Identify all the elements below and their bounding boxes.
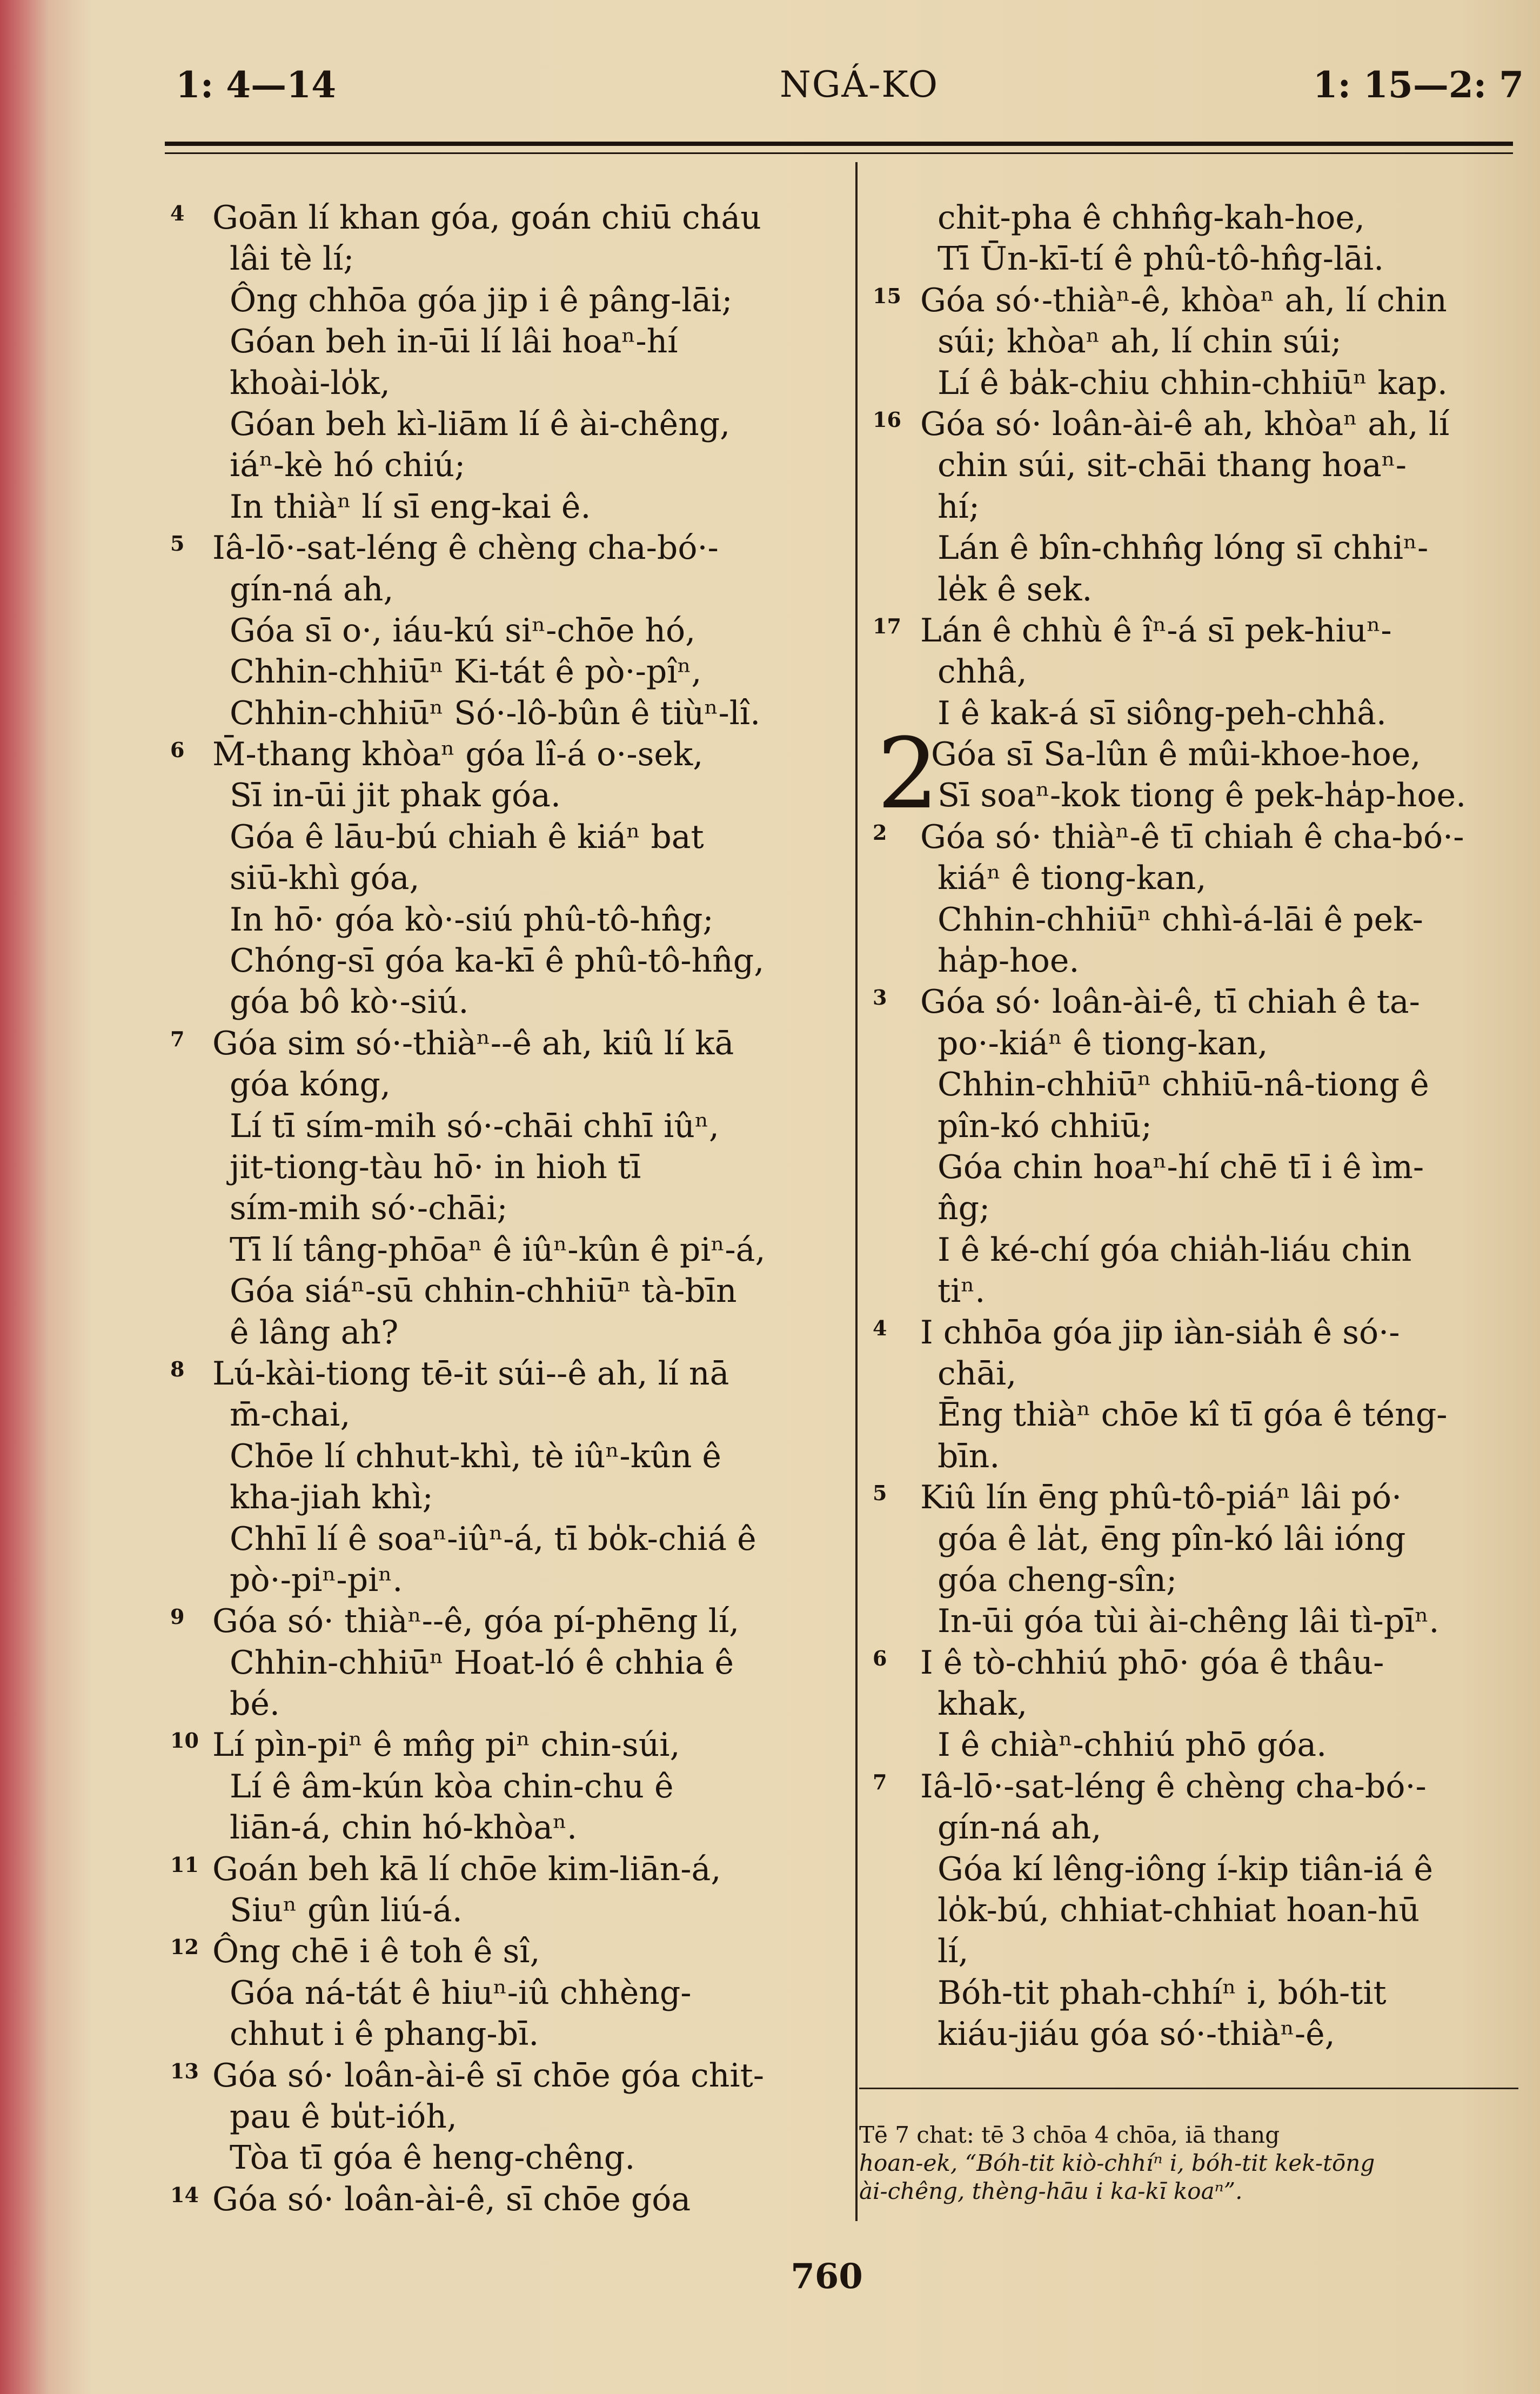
verse-text: góa cheng-sîn; (938, 1561, 1177, 1599)
verse-text: chhut i ê phang-bī. (230, 2015, 539, 2054)
verse-line (170, 569, 846, 610)
verse-text: Siuⁿ gûn liú-á. (230, 1891, 463, 1930)
verse-text: I ê tò-chhiú phō· góa ê thâu- (920, 1643, 1384, 1682)
verse-line (170, 1972, 846, 2014)
verse-text: Tī Ūn-kī-tí ê phû-tô-hn̂g-lāi. (938, 240, 1384, 278)
verse-text: liān-á, chin hó-khòaⁿ. (230, 1809, 578, 1847)
verse-line (873, 1147, 1518, 1188)
verse-text: pîn-kó chhiū; (938, 1107, 1153, 1145)
verse-text: M̄-thang khòaⁿ góa lî-á o·-sek, (212, 735, 704, 774)
verse-line (873, 1312, 1518, 1353)
verse-line (873, 238, 1518, 279)
column-divider (855, 162, 858, 2221)
verse-line (170, 1931, 846, 1972)
verse-line (170, 1683, 846, 1724)
verse-line (170, 238, 846, 279)
verse-text: Lán ê bîn-chhn̂g lóng sī chhiⁿ- (938, 529, 1429, 567)
verse-text: Lí ê âm-kún kòa chin-chu ê (230, 1767, 674, 1805)
verse-text: Chhin-chhiūⁿ chhì-á-lāi ê pek- (938, 900, 1423, 939)
verse-text: Góa só· loân-ài-ê, sī chōe góa (212, 2180, 691, 2218)
verse-line (170, 1188, 846, 1229)
verse-line (873, 1477, 1518, 1518)
verse-line (873, 1766, 1518, 1807)
verse-text: Góa ná-tát ê hiuⁿ-iû chhèng- (230, 1974, 692, 2012)
verse-text: siū-khì góa, (230, 859, 420, 898)
verse-text: Lú-kài-tiong tē-it súi--ê ah, lí nā (212, 1354, 729, 1393)
verse-text: Chhin-chhiūⁿ Ki-tát ê pò·-pîⁿ, (230, 653, 702, 691)
verse-number: 16 (873, 407, 901, 432)
verse-number: 4 (873, 1315, 887, 1340)
verse-line (170, 363, 846, 404)
verse-number: 11 (170, 1852, 199, 1877)
verse-text: Góa só· loân-ài-ê, tī chiah ê ta- (920, 983, 1420, 1021)
verse-text: Góa só·-thiàⁿ-ê, khòaⁿ ah, lí chin (920, 281, 1447, 319)
verse-line (170, 2014, 846, 2055)
verse-text: I ê chiàⁿ-chhiú phō góa. (938, 1726, 1327, 1764)
verse-number: 3 (873, 985, 887, 1010)
verse-line (170, 1724, 846, 1766)
verse-line (170, 1477, 846, 1518)
verse-text: Ông chhōa góa jip i ê pâng-lāi; (230, 281, 733, 319)
verse-line (170, 1023, 846, 1064)
verse-text: lâi tè lí; (230, 240, 354, 278)
verse-text: In-ūi góa tùi ài-chêng lâi tì-pīⁿ. (938, 1602, 1439, 1641)
verse-line (873, 981, 1518, 1022)
verse-text: ê lâng ah? (230, 1313, 399, 1352)
header-book-title: NGÁ-KO (779, 64, 939, 105)
verse-line (873, 1601, 1518, 1642)
verse-text: n̂g; (938, 1189, 990, 1228)
verse-text: Góa chin hoaⁿ-hí chē tī i ê ìm- (938, 1148, 1424, 1186)
verse-text: Ông chē i ê toh ê sî, (212, 1932, 540, 1971)
verse-text: I chhōa góa jip iàn-sia̍h ê só·- (920, 1313, 1400, 1352)
verse-text: Chōe lí chhut-khì, tè iûⁿ-kûn ê (230, 1437, 721, 1475)
verse-number: 9 (170, 1604, 185, 1629)
verse-text: súi; khòaⁿ ah, lí chin súi; (938, 323, 1342, 361)
verse-text: góa bô kò·-siú. (230, 983, 469, 1021)
verse-line (873, 1931, 1518, 1972)
verse-line (170, 1353, 846, 1394)
right-column (873, 197, 1518, 2055)
verse-text: Kiû lín ēng phû-tô-piáⁿ lâi pó· (920, 1479, 1402, 1517)
verse-line (170, 1394, 846, 1435)
left-column (170, 197, 846, 2220)
verse-line (873, 280, 1518, 321)
verse-text: Goán beh kā lí chōe kim-liān-á, (212, 1850, 721, 1888)
verse-text: Lán ê chhù ê îⁿ-á sī pek-hiuⁿ- (920, 611, 1392, 650)
verse-text: gín-ná ah, (230, 570, 394, 608)
verse-line (873, 445, 1518, 486)
verse-line (873, 2014, 1518, 2055)
verse-line (873, 1519, 1518, 1560)
verse-number: 7 (170, 1026, 185, 1051)
verse-text: In hō· góa kò·-siú phû-tô-hn̂g; (230, 900, 714, 939)
verse-text: khak, (938, 1685, 1028, 1723)
verse-line (873, 363, 1518, 404)
footnote-line: Tē 7 chat: tē 3 chōa 4 chōa, iā thang (859, 2122, 1280, 2148)
verse-line (873, 569, 1518, 610)
verse-line (170, 1229, 846, 1270)
verse-number: 14 (170, 2182, 199, 2207)
verse-line (170, 321, 846, 362)
verse-line (873, 1972, 1518, 2014)
verse-text: Góan beh in-ūi lí lâi hoaⁿ-hí (230, 323, 678, 361)
verse-text: chhâ, (938, 653, 1027, 691)
verse-text: Góan beh kì-liām lí ê ài-chêng, (230, 405, 731, 443)
verse-number: 6 (873, 1646, 887, 1670)
verse-text: Lí tī sím-mih só·-chāi chhī iûⁿ, (230, 1107, 719, 1145)
verse-line (873, 940, 1518, 981)
verse-line (873, 527, 1518, 569)
verse-line (170, 2179, 846, 2220)
verse-number: 7 (873, 1769, 887, 1794)
verse-line (170, 899, 846, 940)
verse-line (873, 817, 1518, 858)
verse-line (170, 1436, 846, 1477)
verse-text: Tòa tī góa ê heng-chêng. (230, 2139, 635, 2177)
verse-line (170, 858, 846, 899)
verse-text: Góa só· thiàⁿ--ê, góa pí-phēng lí, (212, 1602, 740, 1641)
verse-line (170, 940, 846, 981)
verse-text: kiáu-jiáu góa só·-thiàⁿ-ê, (938, 2015, 1335, 2054)
verse-text: gín-ná ah, (938, 1809, 1102, 1847)
verse-line (873, 651, 1518, 692)
verse-line (873, 1436, 1518, 1477)
verse-line (170, 280, 846, 321)
verse-line (170, 981, 846, 1022)
verse-number: 5 (873, 1481, 887, 1506)
verse-text: iáⁿ-kè hó chiú; (230, 446, 466, 485)
verse-text: Chhin-chhiūⁿ chhiū-nâ-tiong ê (938, 1066, 1429, 1104)
verse-line (873, 610, 1518, 651)
verse-line (170, 1766, 846, 1807)
verse-number: 2 (873, 820, 887, 845)
verse-line (873, 775, 1518, 816)
verse-text: Lí pìn-piⁿ ê mn̂g piⁿ chin-súi, (212, 1726, 680, 1764)
header-rule-thick (165, 142, 1513, 146)
verse-text: Tī lí tâng-phōaⁿ ê iûⁿ-kûn ê piⁿ-á, (230, 1231, 766, 1269)
verse-text: Chhin-chhiūⁿ Só·-lô-bûn ê tiùⁿ-lî. (230, 694, 761, 732)
verse-line (873, 1023, 1518, 1064)
verse-text: kha-jiah khì; (230, 1479, 433, 1517)
verse-text: Sī in-ūi jit phak góa. (230, 777, 561, 815)
verse-line (170, 2137, 846, 2178)
verse-line (170, 1642, 846, 1683)
verse-text: Iâ-lō·-sat-léng ê chèng cha-bó·- (920, 1767, 1427, 1805)
verse-text: Lí ê ba̍k-chiu chhin-chhiūⁿ kap. (938, 364, 1448, 402)
footnote-line: ài-chêng, thèng-hāu i ka-kī koaⁿ”. (859, 2178, 1243, 2204)
verse-line (170, 445, 846, 486)
verse-text: Góa kí lêng-iông í-kip tiân-iá ê (938, 1850, 1433, 1888)
verse-number: 6 (170, 738, 185, 763)
verse-text: po·-kiáⁿ ê tiong-kan, (938, 1024, 1268, 1062)
verse-text: jit-tiong-tàu hō· in hioh tī (230, 1148, 641, 1186)
verse-text: lí, (938, 1932, 969, 1971)
verse-text: Chóng-sī góa ka-kī ê phû-tô-hn̂g, (230, 942, 765, 980)
verse-number: 13 (170, 2058, 199, 2083)
verse-line (873, 321, 1518, 362)
verse-text: Góa ê lāu-bú chiah ê kiáⁿ bat (230, 818, 704, 856)
verse-line (873, 1188, 1518, 1229)
verse-line (873, 858, 1518, 899)
verse-number: 15 (873, 283, 901, 308)
verse-line (170, 651, 846, 692)
verse-line (170, 1890, 846, 1931)
verse-line (170, 2055, 846, 2096)
verse-text: Góa só· loân-ài-ê ah, khòaⁿ ah, lí (920, 405, 1450, 443)
footnote-rule (859, 2088, 1518, 2089)
verse-text: Sī soaⁿ-kok tiong ê pek-ha̍p-hoe. (938, 777, 1467, 815)
verse-text: Bóh-tit phah-chhíⁿ i, bóh-tit (938, 1974, 1387, 2012)
verse-text: Góa só· loân-ài-ê sī chōe góa chit- (212, 2056, 764, 2095)
verse-text: góa ê la̍t, ēng pîn-kó lâi ióng (938, 1520, 1406, 1558)
verse-number: 12 (170, 1935, 199, 1960)
verse-line (873, 693, 1518, 734)
verse-text: Góa só· thiàⁿ-ê tī chiah ê cha-bó·- (920, 818, 1464, 856)
verse-line (170, 775, 846, 816)
verse-line (170, 1560, 846, 1601)
verse-line (873, 1229, 1518, 1270)
page-number: 760 (791, 2256, 863, 2297)
verse-text: m̄-chai, (230, 1396, 351, 1434)
verse-line (873, 1642, 1518, 1683)
verse-text: bé. (230, 1685, 280, 1723)
verse-line (873, 1394, 1518, 1435)
chapter-number: 2 (877, 718, 939, 831)
verse-text: In thiàⁿ lí sī eng-kai ê. (230, 487, 591, 526)
verse-text: chāi, (938, 1354, 1017, 1393)
verse-text: kiáⁿ ê tiong-kan, (938, 859, 1207, 898)
verse-line (170, 486, 846, 527)
verse-text: hí; (938, 487, 980, 526)
verse-text: Chhī lí ê soaⁿ-iûⁿ-á, tī bo̍k-chiá ê (230, 1520, 756, 1558)
verse-text: Chhin-chhiūⁿ Hoat-ló ê chhia ê (230, 1643, 734, 1682)
verse-line (170, 1807, 846, 1848)
verse-line (170, 1270, 846, 1312)
verse-text: lo̍k-bú, chhiat-chhiat hoan-hū (938, 1891, 1420, 1930)
verse-line (170, 1147, 846, 1188)
verse-line (873, 1807, 1518, 1848)
header-right-reference: 1: 15—2: 7 (1313, 64, 1524, 106)
verse-line (170, 817, 846, 858)
verse-text: Góa sim só·-thiàⁿ--ê ah, kiû lí kā (212, 1024, 734, 1062)
verse-number: 5 (170, 531, 185, 556)
verse-text: tiⁿ. (938, 1272, 986, 1310)
verse-number: 17 (873, 613, 901, 638)
verse-number: 4 (170, 201, 185, 225)
verse-text: chin súi, sit-chāi thang hoaⁿ- (938, 446, 1407, 485)
verse-text: ha̍p-hoe. (938, 942, 1080, 980)
verse-line (873, 1270, 1518, 1312)
header-left-reference: 1: 4—14 (176, 64, 337, 106)
verse-text: pò·-piⁿ-piⁿ. (230, 1561, 403, 1599)
verse-line (873, 899, 1518, 940)
verse-text: Ēng thiàⁿ chōe kî tī góa ê téng- (938, 1396, 1448, 1434)
verse-line (873, 1064, 1518, 1105)
verse-line (170, 1601, 846, 1642)
verse-text: sím-mih só·-chāi; (230, 1189, 508, 1228)
verse-line (873, 1849, 1518, 1890)
header-rule-thin (165, 152, 1513, 154)
verse-line (873, 197, 1518, 238)
verse-text: I ê kak-á sī siông-peh-chhâ. (938, 694, 1387, 732)
verse-line (873, 486, 1518, 527)
verse-text: Góa sī Sa-lûn ê mûi-khoe-hoe, (931, 735, 1421, 774)
verse-text: khoài-lo̍k, (230, 364, 391, 402)
footnote-line: hoan-ek, “Bóh-tit kiò-chhíⁿ i, bóh-tit kek-tōng (859, 2150, 1375, 2176)
verse-line (873, 1353, 1518, 1394)
verse-line (170, 1849, 846, 1890)
verse-line (170, 1312, 846, 1353)
verse-line (170, 197, 846, 238)
verse-text: pau ê bu̍t-ióh, (230, 2097, 457, 2136)
verse-line (170, 2096, 846, 2137)
verse-line (170, 527, 846, 569)
verse-text: Góa siáⁿ-sū chhin-chhiūⁿ tà-bīn (230, 1272, 737, 1310)
verse-text: góa kóng, (230, 1066, 391, 1104)
verse-line (873, 404, 1518, 445)
verse-text: chit-pha ê chhn̂g-kah-hoe, (938, 199, 1365, 237)
verse-line (873, 1890, 1518, 1931)
verse-number: 8 (170, 1356, 185, 1381)
verse-line (170, 693, 846, 734)
verse-text: I ê ké-chí góa chia̍h-liáu chin (938, 1231, 1412, 1269)
verse-line (170, 1064, 846, 1105)
verse-text: le̍k ê sek. (938, 570, 1093, 608)
verse-line (170, 610, 846, 651)
verse-number: 10 (170, 1728, 199, 1753)
verse-line (873, 1724, 1518, 1766)
verse-line (170, 1519, 846, 1560)
verse-line (170, 734, 846, 775)
footnote (859, 2121, 1518, 2205)
verse-text: Goān lí khan góa, goán chiū cháu (212, 199, 761, 237)
verse-line (170, 1106, 846, 1147)
verse-text: bīn. (938, 1437, 1000, 1475)
verse-text: Góa sī o·, iáu-kú siⁿ-chōe hó, (230, 611, 696, 650)
verse-line (873, 1106, 1518, 1147)
verse-text: Iâ-lō·-sat-léng ê chèng cha-bó·- (212, 529, 719, 567)
verse-line (873, 1683, 1518, 1724)
verse-line (170, 404, 846, 445)
verse-line (873, 1560, 1518, 1601)
